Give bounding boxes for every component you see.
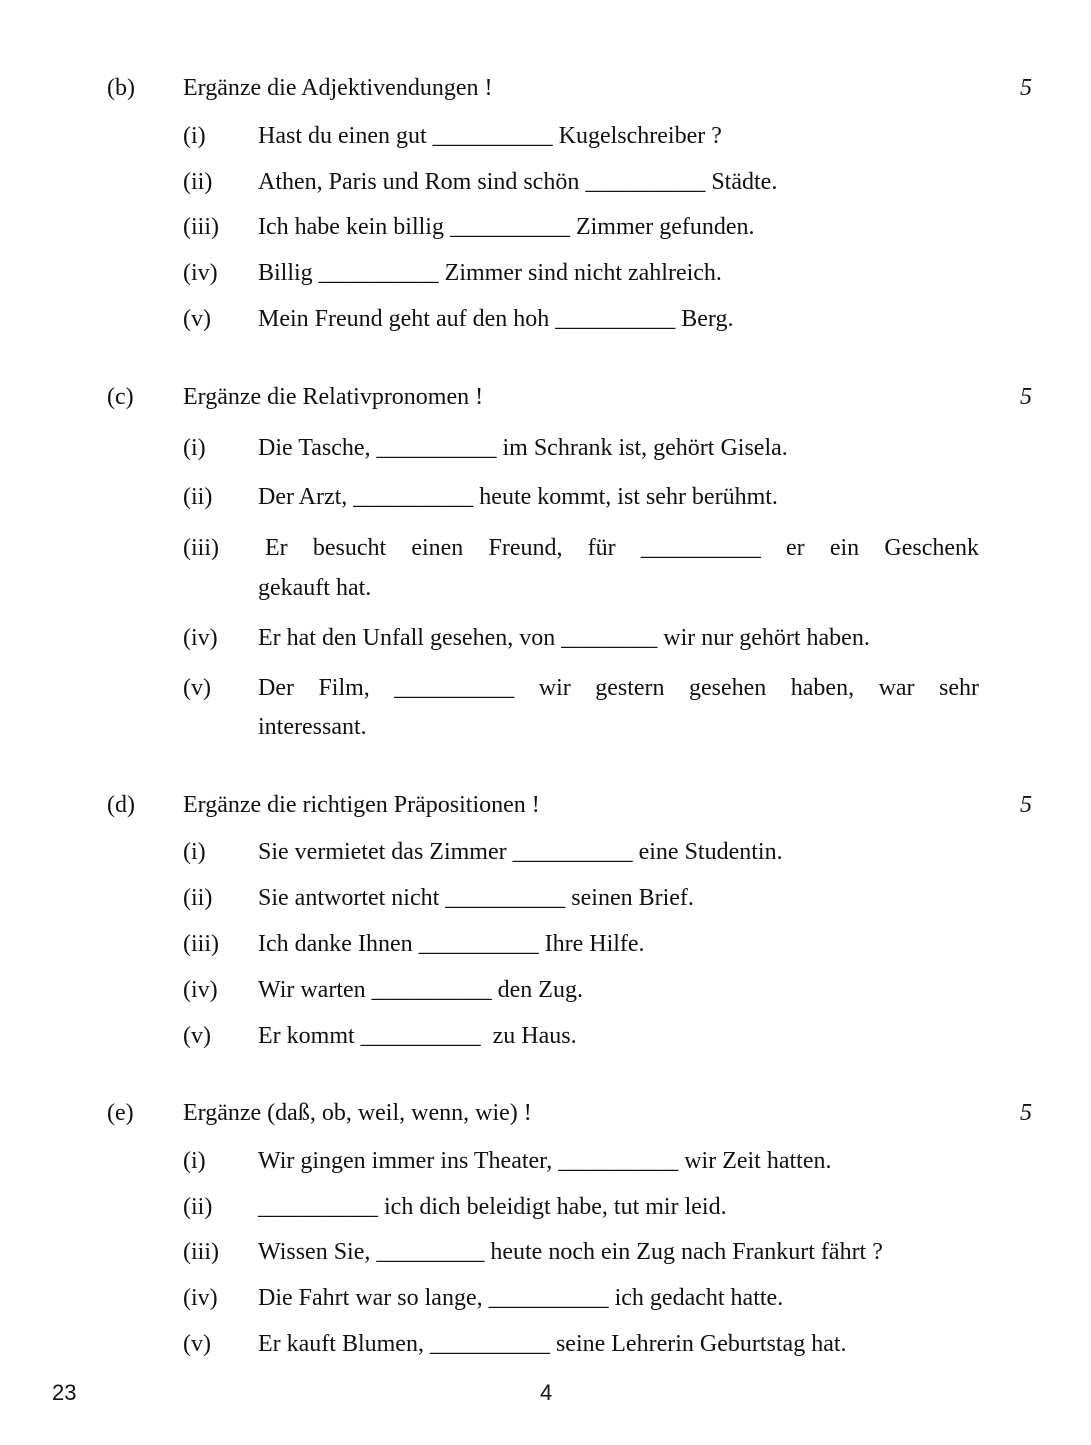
item-number: (ii) [183, 885, 213, 911]
section-b-label: (b) [107, 75, 135, 101]
item-number: (v) [183, 675, 211, 701]
item-text: Die Fahrt war so lange, __________ ich gedacht hatte. [258, 1285, 784, 1311]
item-number: (iv) [183, 625, 218, 651]
item-number: (ii) [183, 169, 213, 195]
item-text: Er kauft Blumen, __________ seine Lehrerin Geburtstag hat. [258, 1331, 847, 1357]
section-b-title: Ergänze die Adjektivendungen ! [183, 75, 493, 101]
section-c-marks: 5 [1020, 384, 1032, 410]
item-text: Sie vermietet das Zimmer __________ eine Studentin. [258, 839, 783, 865]
section-c-label: (c) [107, 384, 134, 410]
page-number: 4 [540, 1380, 553, 1405]
section-d-label: (d) [107, 792, 135, 818]
item-text: Athen, Paris und Rom sind schön __________ Städte. [258, 169, 778, 195]
item-text: Ich danke Ihnen __________ Ihre Hilfe. [258, 931, 645, 957]
item-text: Billig __________ Zimmer sind nicht zahlreich. [258, 260, 722, 286]
item-text: Ich habe kein billig __________ Zimmer gefunden. [258, 214, 755, 240]
item-text: Wir warten __________ den Zug. [258, 977, 583, 1003]
item-number: (ii) [183, 1194, 213, 1220]
item-number: (i) [183, 839, 206, 865]
section-c-title: Ergänze die Relativpronomen ! [183, 384, 484, 410]
section-e-label: (e) [107, 1100, 134, 1126]
item-text: Wir gingen immer ins Theater, __________ wir Zeit hatten. [258, 1148, 832, 1174]
section-e-marks: 5 [1020, 1100, 1032, 1126]
question-paper-code: 23 [52, 1380, 77, 1405]
item-number: (v) [183, 1331, 211, 1357]
item-text: Der Arzt, __________ heute kommt, ist sehr berühmt. [258, 484, 778, 510]
item-number: (iv) [183, 977, 218, 1003]
section-d-title: Ergänze die richtigen Präpositionen ! [183, 792, 540, 818]
item-number: (i) [183, 435, 206, 461]
item-number: (iii) [183, 931, 219, 957]
section-e-title: Ergänze (daß, ob, weil, wenn, wie) ! [183, 1100, 532, 1126]
item-text: Sie antwortet nicht __________ seinen Brief. [258, 885, 694, 911]
item-number: (ii) [183, 484, 213, 510]
item-text: Der Film, __________ wir gestern gesehen haben, war sehr [258, 675, 979, 701]
item-number: (iv) [183, 260, 218, 286]
item-text: Mein Freund geht auf den hoh __________ Berg. [258, 306, 734, 332]
item-number: (iii) [183, 535, 219, 561]
item-number: (iii) [183, 214, 219, 240]
item-number: (i) [183, 123, 206, 149]
item-number: (i) [183, 1148, 206, 1174]
item-text: Die Tasche, __________ im Schrank ist, gehört Gisela. [258, 435, 788, 461]
item-number: (iii) [183, 1239, 219, 1265]
item-text: __________ ich dich beleidigt habe, tut mir leid. [258, 1194, 727, 1220]
section-d-marks: 5 [1020, 792, 1032, 818]
item-text: Hast du einen gut __________ Kugelschreiber ? [258, 123, 722, 149]
item-number: (iv) [183, 1285, 218, 1311]
item-text: Wissen Sie, _________ heute noch ein Zug nach Frankurt fährt ? [258, 1239, 883, 1265]
section-b-marks: 5 [1020, 75, 1032, 101]
item-text: Er hat den Unfall gesehen, von ________ wir nur gehört haben. [258, 625, 870, 651]
item-number: (v) [183, 1023, 211, 1049]
item-text-continued: interessant. [258, 714, 367, 740]
item-text: Er kommt __________ zu Haus. [258, 1023, 577, 1049]
item-text-continued: gekauft hat. [258, 575, 372, 601]
item-text: Er besucht einen Freund, für __________ er ein Geschenk [265, 535, 979, 561]
item-number: (v) [183, 306, 211, 332]
